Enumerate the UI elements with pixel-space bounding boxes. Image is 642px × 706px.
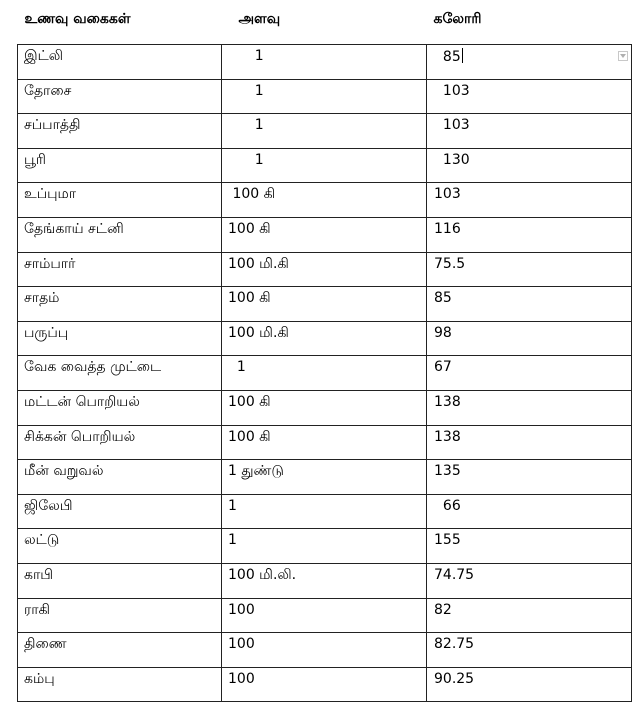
- cell-calorie[interactable]: 130: [427, 148, 632, 183]
- cell-calorie[interactable]: 75.5: [427, 252, 632, 287]
- table-row: [18, 390, 632, 425]
- cell-calorie[interactable]: 103: [427, 79, 632, 114]
- table-row: [18, 667, 632, 702]
- table-row: [18, 287, 632, 322]
- text-cursor: [462, 48, 463, 63]
- cell-quantity[interactable]: 1: [222, 45, 427, 80]
- cell-calorie[interactable]: 85: [427, 287, 632, 322]
- table-row: [18, 425, 632, 460]
- cell-calorie[interactable]: 138: [427, 390, 632, 425]
- chevron-down-icon[interactable]: [618, 51, 628, 61]
- cell-quantity[interactable]: 100 கி: [222, 390, 427, 425]
- cell-food-name[interactable]: திணை: [18, 633, 222, 668]
- cell-quantity[interactable]: 100 மி.கி: [222, 252, 427, 287]
- cell-quantity[interactable]: 1: [222, 114, 427, 149]
- cell-calorie[interactable]: 103: [427, 183, 632, 218]
- cell-calorie[interactable]: 98: [427, 321, 632, 356]
- cell-calorie[interactable]: 116: [427, 217, 632, 252]
- cell-calorie[interactable]: 138: [427, 425, 632, 460]
- table-row: [18, 45, 632, 80]
- cell-calorie[interactable]: 67: [427, 356, 632, 391]
- cell-food-name[interactable]: வேக வைத்த முட்டை: [18, 356, 222, 391]
- cell-food-name[interactable]: மீன் வறுவல்: [18, 460, 222, 495]
- cell-quantity[interactable]: 1: [222, 148, 427, 183]
- table-row: [18, 114, 632, 149]
- cell-food-name[interactable]: ஜிலேபி: [18, 494, 222, 529]
- table-row: [18, 460, 632, 495]
- table-row: [18, 356, 632, 391]
- table-row: [18, 252, 632, 287]
- table-body: [18, 45, 632, 702]
- cell-quantity[interactable]: 100: [222, 598, 427, 633]
- cell-quantity[interactable]: 100: [222, 633, 427, 668]
- table-row: [18, 148, 632, 183]
- table-row: [18, 494, 632, 529]
- table-row: [18, 79, 632, 114]
- table-row: [18, 217, 632, 252]
- cell-calorie[interactable]: 74.75: [427, 563, 632, 598]
- cell-quantity[interactable]: 100 கி: [222, 425, 427, 460]
- cell-quantity[interactable]: 1 துண்டு: [222, 460, 427, 495]
- cell-food-name[interactable]: கம்பு: [18, 667, 222, 702]
- cell-food-name[interactable]: காபி: [18, 563, 222, 598]
- cell-quantity[interactable]: 100 கி: [222, 183, 427, 218]
- cell-quantity[interactable]: 1: [222, 79, 427, 114]
- cell-quantity[interactable]: 1: [222, 494, 427, 529]
- cell-food-name[interactable]: சப்பாத்தி: [18, 114, 222, 149]
- cell-quantity[interactable]: 1: [222, 356, 427, 391]
- cell-food-name[interactable]: சாதம்: [18, 287, 222, 322]
- cell-calorie[interactable]: 82.75: [427, 633, 632, 668]
- table-row: [18, 598, 632, 633]
- cell-food-name[interactable]: லட்டு: [18, 529, 222, 564]
- calorie-table: [17, 10, 632, 702]
- cell-calorie[interactable]: 90.25: [427, 667, 632, 702]
- cell-food-name[interactable]: தோசை: [18, 79, 222, 114]
- cell-quantity[interactable]: 100 மி.லி.: [222, 563, 427, 598]
- cell-quantity[interactable]: 100 கி: [222, 287, 427, 322]
- cell-calorie[interactable]: 103: [427, 114, 632, 149]
- cell-quantity[interactable]: 100 மி.கி: [222, 321, 427, 356]
- cell-calorie[interactable]: 135: [427, 460, 632, 495]
- cell-food-name[interactable]: இட்லி: [18, 45, 222, 80]
- header-food-type: உணவு வகைகள்: [24, 11, 131, 27]
- cell-food-name[interactable]: சாம்பார்: [18, 252, 222, 287]
- cell-food-name[interactable]: சிக்கன் பொறியல்: [18, 425, 222, 460]
- table-header-row: [18, 10, 632, 45]
- cell-quantity[interactable]: 100: [222, 667, 427, 702]
- cell-calorie[interactable]: 85: [427, 45, 632, 80]
- table-row: [18, 321, 632, 356]
- cell-calorie[interactable]: 66: [427, 494, 632, 529]
- table-row: [18, 563, 632, 598]
- cell-food-name[interactable]: ராகி: [18, 598, 222, 633]
- cell-quantity[interactable]: 1: [222, 529, 427, 564]
- cell-food-name[interactable]: பூரி: [18, 148, 222, 183]
- cell-calorie[interactable]: 82: [427, 598, 632, 633]
- header-quantity: அளவு: [238, 11, 281, 27]
- table-row: [18, 633, 632, 668]
- cell-quantity[interactable]: 100 கி: [222, 217, 427, 252]
- cell-food-name[interactable]: உப்புமா: [18, 183, 222, 218]
- cell-calorie[interactable]: 155: [427, 529, 632, 564]
- cell-food-name[interactable]: பருப்பு: [18, 321, 222, 356]
- header-calorie: கலோரி: [433, 11, 482, 27]
- table-row: [18, 529, 632, 564]
- cell-food-name[interactable]: மட்டன் பொறியல்: [18, 390, 222, 425]
- cell-food-name[interactable]: தேங்காய் சட்னி: [18, 217, 222, 252]
- table-row: [18, 183, 632, 218]
